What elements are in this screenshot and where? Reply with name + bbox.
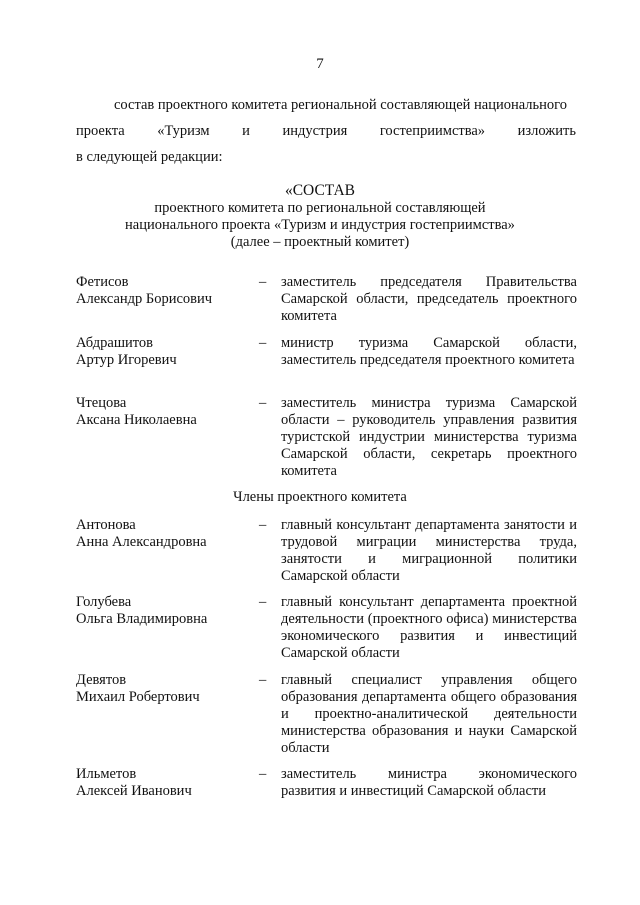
member-name (76, 517, 256, 551)
member-dash: – (259, 517, 267, 533)
member-given-name: Анна Александровна (76, 534, 207, 550)
page-number: 7 (316, 56, 324, 72)
intro-word: «Туризм (157, 123, 210, 139)
member-given-name: Алексей Иванович (76, 783, 192, 799)
member-given-name: Михаил Робертович (76, 689, 200, 705)
member-surname: Девятов (76, 672, 127, 688)
member-given-name: Александр Борисович (76, 291, 213, 307)
member-dash: – (259, 766, 267, 782)
member-given-name: Артур Игоревич (76, 352, 177, 368)
member-role: заместитель председателя Правительства Самарской области, председатель проектного комитета (281, 274, 577, 324)
member-role: заместитель министра туризма Самарской области – руководитель управления развития туристской индустрии министерства туризма Самарской области, секретарь проектного комитета (281, 395, 577, 479)
intro-line-3: в следующей редакции: (76, 149, 223, 165)
member-name (76, 335, 256, 369)
member-role: главный консультант департамента занятости и трудовой миграции министерства труда, занятости и миграционной политики Самарской области (281, 517, 577, 584)
intro-word: индустрия (282, 123, 348, 139)
heading-line: (далее – проектный комитет) (230, 234, 410, 250)
intro-word: гостеприимства» (379, 123, 486, 139)
member-dash: – (259, 274, 267, 290)
member-surname: Голубева (76, 594, 132, 610)
intro-paragraph (76, 92, 576, 170)
heading-line: проектного комитета по региональной составляющей (154, 200, 486, 216)
intro-word: и (242, 123, 250, 139)
member-name (76, 395, 256, 429)
heading-line: национального проекта «Туризм и индустрия гостеприимства» (125, 217, 515, 233)
member-surname: Чтецова (76, 395, 127, 411)
member-surname: Фетисов (76, 274, 129, 290)
member-surname: Ильметов (76, 766, 137, 782)
member-dash: – (259, 395, 267, 411)
intro-word: изложить (517, 123, 576, 139)
member-name (76, 274, 256, 308)
member-role: министр туризма Самарской области, заместитель председателя проектного комитета (281, 335, 577, 368)
intro-line-2 (76, 118, 576, 144)
member-role: заместитель министра экономического развития и инвестиций Самарской области (281, 766, 577, 799)
member-dash: – (259, 335, 267, 351)
member-name (76, 594, 256, 628)
member-dash: – (259, 672, 267, 688)
heading-title: «СОСТАВ (284, 182, 356, 199)
intro-line-1: состав проектного комитета региональной составляющей национального (114, 97, 568, 113)
member-surname: Абдрашитов (76, 335, 153, 351)
member-name (76, 672, 256, 706)
composition-heading (0, 182, 640, 251)
member-name (76, 766, 256, 800)
member-dash: – (259, 594, 267, 610)
member-role: главный специалист управления общего образования департамента общего образования и проектно-аналитической деятельности министерства образования и науки Самарской области (281, 672, 577, 756)
intro-word: проекта (76, 123, 125, 139)
members-section-title: Члены проектного комитета (233, 489, 407, 505)
member-role: главный консультант департамента проектной деятельности (проектного офиса) министерства экономического развития и инвестиций Самарской области (281, 594, 577, 661)
member-given-name: Аксана Николаевна (76, 412, 197, 428)
member-given-name: Ольга Владимировна (76, 611, 208, 627)
member-surname: Антонова (76, 517, 136, 533)
